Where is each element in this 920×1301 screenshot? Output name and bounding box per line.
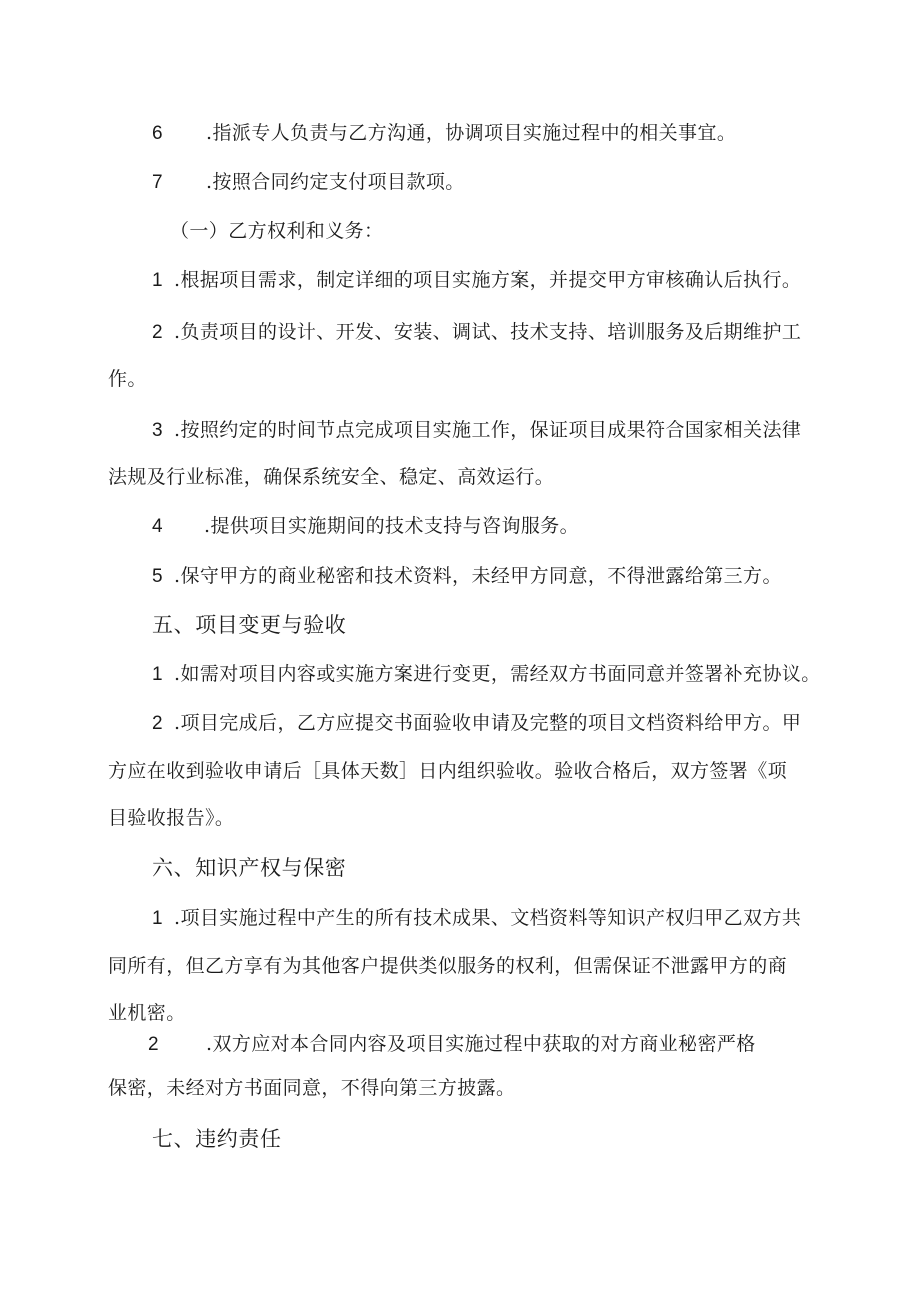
item-number: 2 bbox=[152, 713, 163, 734]
item-number: 1 bbox=[152, 270, 163, 291]
item-number: 2 bbox=[152, 322, 163, 343]
item-number: 6 bbox=[152, 123, 163, 144]
section6-item-2 bbox=[148, 1032, 756, 1057]
list-item-b2 bbox=[152, 320, 801, 345]
list-item-b3 bbox=[152, 418, 801, 443]
list-item-a7 bbox=[152, 170, 465, 195]
item-number: 2 bbox=[148, 1034, 159, 1055]
section-heading-7: 七、违约责任 bbox=[152, 1127, 282, 1151]
section6-item-1 bbox=[152, 906, 801, 931]
item-number: 3 bbox=[152, 420, 163, 441]
item-text: .指派专人负责与乙方沟通，协调项目实施过程中的相关事宜。 bbox=[206, 122, 737, 144]
list-item-a6 bbox=[152, 121, 736, 146]
item-text: .负责项目的设计、开发、安装、调试、技术支持、培训服务及后期维护工 bbox=[174, 321, 802, 343]
item-number: 1 bbox=[152, 908, 163, 929]
item-text: .项目完成后，乙方应提交书面验收申请及完整的项目文档资料给甲方。甲 bbox=[174, 712, 802, 734]
list-item-b2-continuation: 作。 bbox=[108, 368, 147, 390]
list-item-b5 bbox=[152, 564, 782, 589]
section5-item-2 bbox=[152, 711, 801, 736]
section5-item-2-continuation: 目验收报告》。 bbox=[108, 807, 235, 829]
item-number: 5 bbox=[152, 566, 163, 587]
item-text: .按照合同约定支付项目款项。 bbox=[206, 171, 465, 193]
item-text: .项目实施过程中产生的所有技术成果、文档资料等知识产权归甲乙双方共 bbox=[174, 907, 802, 929]
item-text: .保守甲方的商业秘密和技术资料，未经甲方同意，不得泄露给第三方。 bbox=[174, 565, 782, 587]
item-text: .提供项目实施期间的技术支持与咨询服务。 bbox=[204, 515, 580, 537]
section-heading-6: 六、知识产权与保密 bbox=[152, 856, 347, 880]
section6-item-2-continuation: 保密，未经对方书面同意，不得向第三方披露。 bbox=[108, 1077, 516, 1099]
section6-item-1-continuation: 业机密。 bbox=[108, 1002, 186, 1024]
section-heading-5: 五、项目变更与验收 bbox=[152, 613, 347, 637]
section5-item-2-continuation: 方应在收到验收申请后［具体天数］日内组织验收。验收合格后，双方签署《项 bbox=[108, 760, 788, 782]
item-text: .按照约定的时间节点完成项目实施工作，保证项目成果符合国家相关法律 bbox=[174, 419, 802, 441]
item-number: 1 bbox=[152, 664, 163, 685]
list-item-b3-continuation: 法规及行业标准，确保系统安全、稳定、高效运行。 bbox=[108, 466, 555, 488]
list-item-b1 bbox=[152, 268, 801, 293]
item-text: .双方应对本合同内容及项目实施过程中获取的对方商业秘密严格 bbox=[206, 1033, 756, 1055]
section6-item-1-continuation: 同所有，但乙方享有为其他客户提供类似服务的权利，但需保证不泄露甲方的商 bbox=[108, 955, 788, 977]
item-text: .如需对项目内容或实施方案进行变更，需经双方书面同意并签署补充协议。 bbox=[174, 663, 821, 685]
list-item-b4 bbox=[152, 514, 579, 539]
item-text: .根据项目需求，制定详细的项目实施方案，并提交甲方审核确认后执行。 bbox=[174, 269, 802, 291]
section5-item-1 bbox=[152, 662, 821, 687]
sub-heading: （一）乙方权利和义务： bbox=[170, 220, 384, 242]
item-number: 7 bbox=[152, 172, 163, 193]
item-number: 4 bbox=[152, 516, 163, 537]
